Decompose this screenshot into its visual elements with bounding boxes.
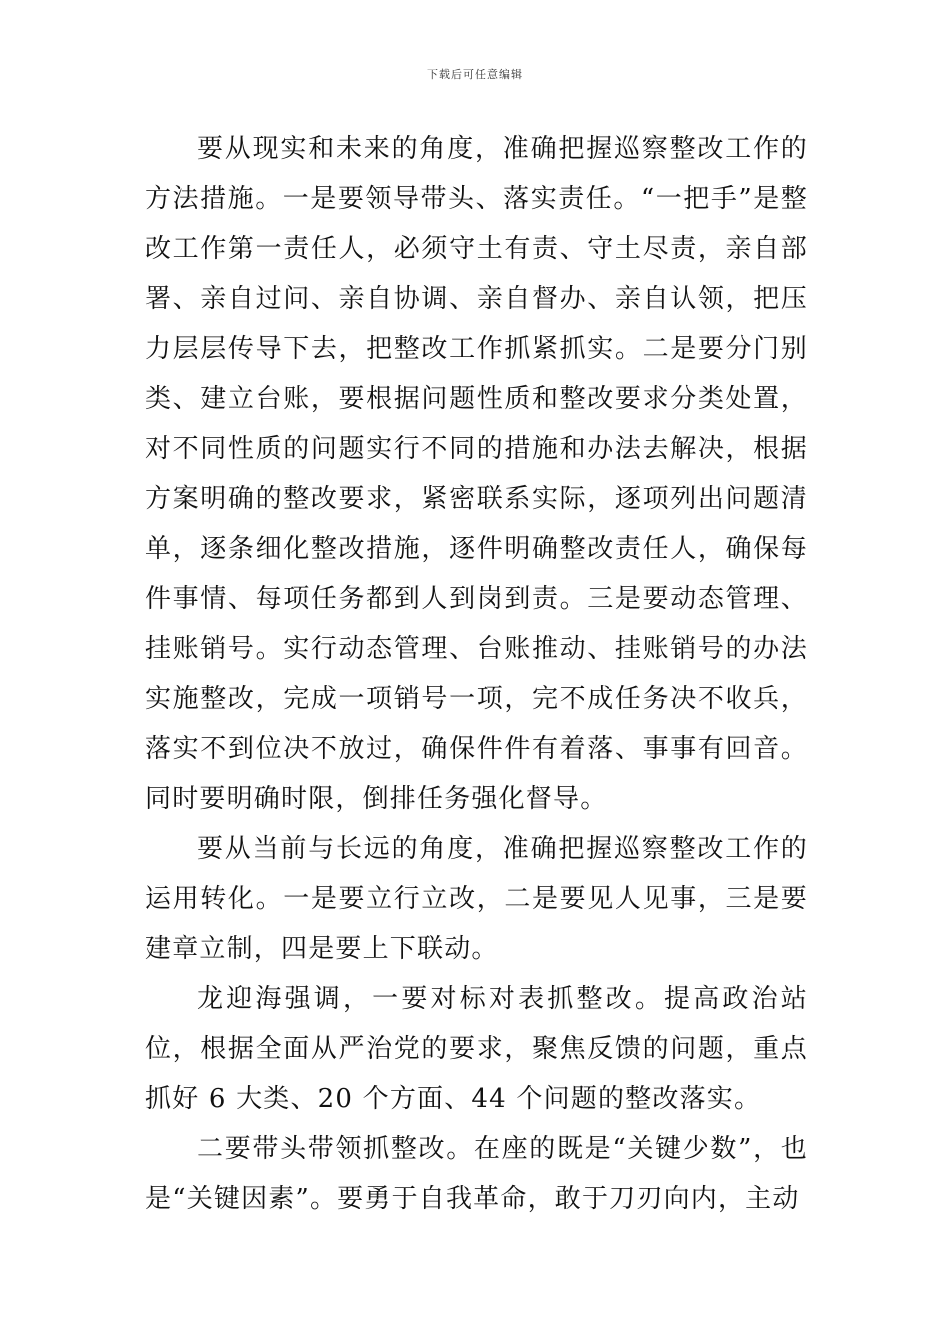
paragraph-methods: 要从现实和未来的角度，准确把握巡察整改工作的方法措施。一是要领导带头、落实责任。“一把手”是整改工作第一责任人，必须守土有责、守土尽责，亲自部署、亲自过问、亲自协调、亲自督办、亲自认领，把压力层层传导下去，把整改工作抓紧抓实。二是要分门别类、建立台账，要根据问题性质和整改要求分类处置，对不同性质的问题实行不同的措施和办法去解决，根据方案明确的整改要求，紧密联系实际，逐项列出问题清单，逐条细化整改措施，逐件明确整改责任人，确保每件事情、每项任务都到人到岗到责。三是要动态管理、挂账销号。实行动态管理、台账推动、挂账销号的办法实施整改，完成一项销号一项，完不成任务决不收兵，落实不到位决不放过，确保件件有着落、事事有回音。同时要明确时限，倒排任务强化督导。: [145, 134, 808, 814]
paragraph-transformation: 要从当前与长远的角度，准确把握巡察整改工作的运用转化。一是要立行立改，二是要见人见事，三是要建章立制，四是要上下联动。: [145, 834, 808, 964]
paragraph-emphasis-two: 二要带头带领抓整改。在座的既是“关键少数”，也是“关键因素”。要勇于自我革命，敢于刀刃向内，主动: [145, 1134, 808, 1214]
document-body: [145, 124, 808, 1224]
page-header: 下载后可任意编辑: [427, 68, 523, 81]
paragraph-emphasis-one: 龙迎海强调，一要对标对表抓整改。提高政治站位，根据全面从严治党的要求，聚焦反馈的问题，重点抓好 6 大类、20 个方面、44 个问题的整改落实。: [145, 984, 808, 1114]
